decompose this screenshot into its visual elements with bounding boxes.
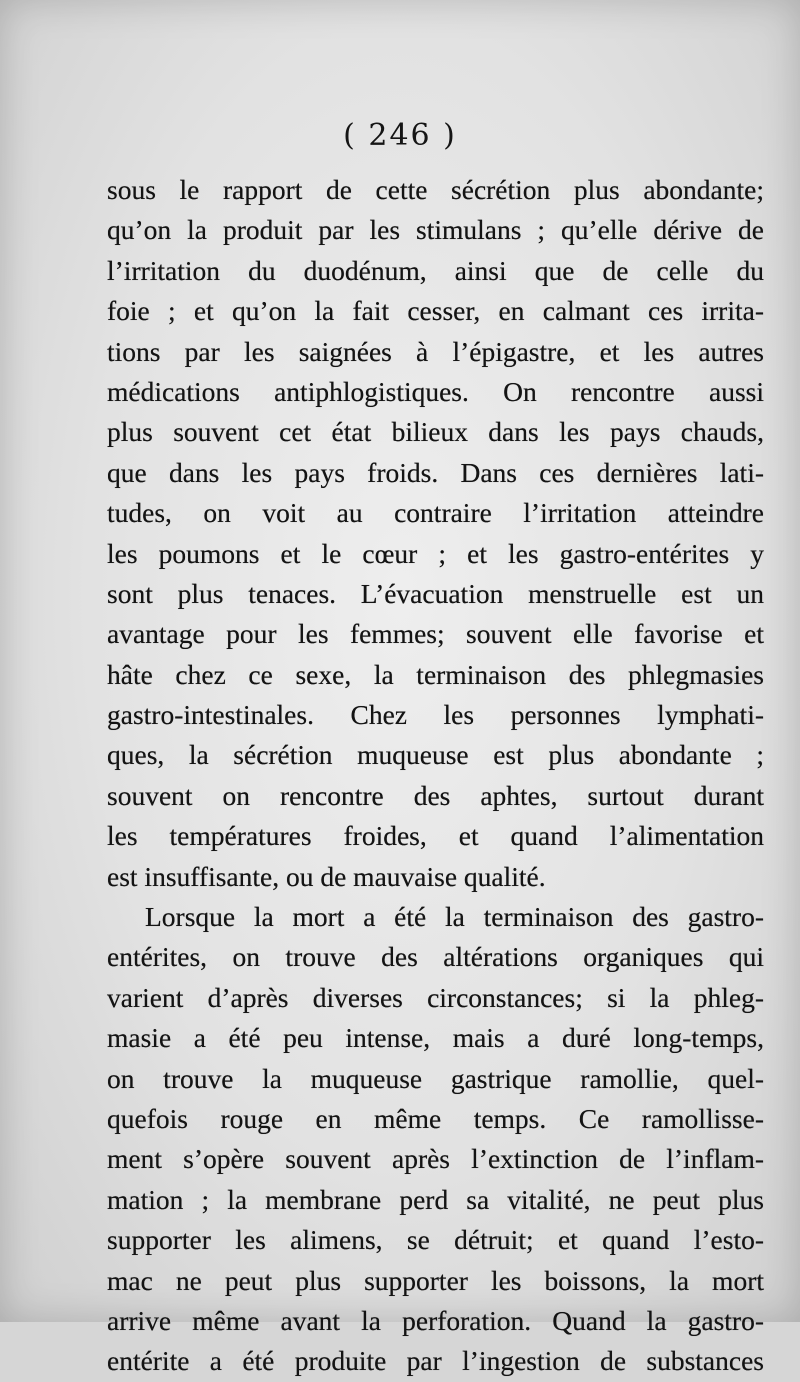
text-line: entérites, on trouve des altérations organiques qui xyxy=(107,941,764,973)
text-line: qu’on la produit par les stimulans ; qu’elle dérive de xyxy=(107,214,764,246)
text-line: l’irritation du duodénum, ainsi que de celle du xyxy=(107,254,764,286)
text-line: tudes, on voit au contraire l’irritation atteindre xyxy=(107,497,764,529)
page-number: ( 246 ) xyxy=(343,118,457,153)
paragraph-first-line: Lorsque la mort a été la terminaison des gastro- xyxy=(145,901,764,933)
text-line: ment s’opère souvent après l’extinction de l’inflam- xyxy=(107,1143,764,1175)
text-line: hâte chez ce sexe, la terminaison des phlegmasies xyxy=(107,658,764,690)
text-line: arrive même avant la perforation. Quand la gastro- xyxy=(107,1304,764,1336)
text-line: supporter les alimens, se détruit; et quand l’esto- xyxy=(107,1224,764,1256)
text-line: avantage pour les femmes; souvent elle favorise et xyxy=(107,618,764,650)
text-line: varient d’après diverses circonstances; si la phleg- xyxy=(107,981,764,1013)
text-line: sous le rapport de cette sécrétion plus abondante; xyxy=(107,174,764,205)
text-line: les températures froides, et quand l’alimentation xyxy=(107,820,764,852)
text-line: ques, la sécrétion muqueuse est plus abondante ; xyxy=(107,739,764,771)
text-line: mation ; la membrane perd sa vitalité, ne peut plus xyxy=(107,1183,764,1215)
text-line: gastro-intestinales. Chez les personnes lymphati- xyxy=(107,699,764,731)
text-line: médications antiphlogistiques. On rencontre aussi xyxy=(107,375,764,407)
text-line: masie a été peu intense, mais a duré long-temps, xyxy=(107,1022,764,1054)
text-line: entérite a été produite par l’ingestion de substances xyxy=(107,1345,764,1377)
body-text xyxy=(107,170,764,1382)
text-line: que dans les pays froids. Dans ces dernières lati- xyxy=(107,456,764,488)
paragraph-last-line: est insuffisante, ou de mauvaise qualité. xyxy=(107,860,546,892)
text-line: on trouve la muqueuse gastrique ramollie, quel- xyxy=(107,1062,764,1094)
text-line: mac ne peut plus supporter les boissons, la mort xyxy=(107,1264,764,1296)
text-line: quefois rouge en même temps. Ce ramollisse- xyxy=(107,1102,764,1134)
text-line: tions par les saignées à l’épigastre, et les autres xyxy=(107,335,764,367)
text-line: souvent on rencontre des aphtes, surtout durant xyxy=(107,779,764,811)
text-line: sont plus tenaces. L’évacuation menstruelle est un xyxy=(107,577,764,609)
text-line: plus souvent cet état bilieux dans les pays chauds, xyxy=(107,416,764,448)
text-line: les poumons et le cœur ; et les gastro-entérites y xyxy=(107,537,764,569)
text-line: foie ; et qu’on la fait cesser, en calmant ces irrita- xyxy=(107,295,764,327)
